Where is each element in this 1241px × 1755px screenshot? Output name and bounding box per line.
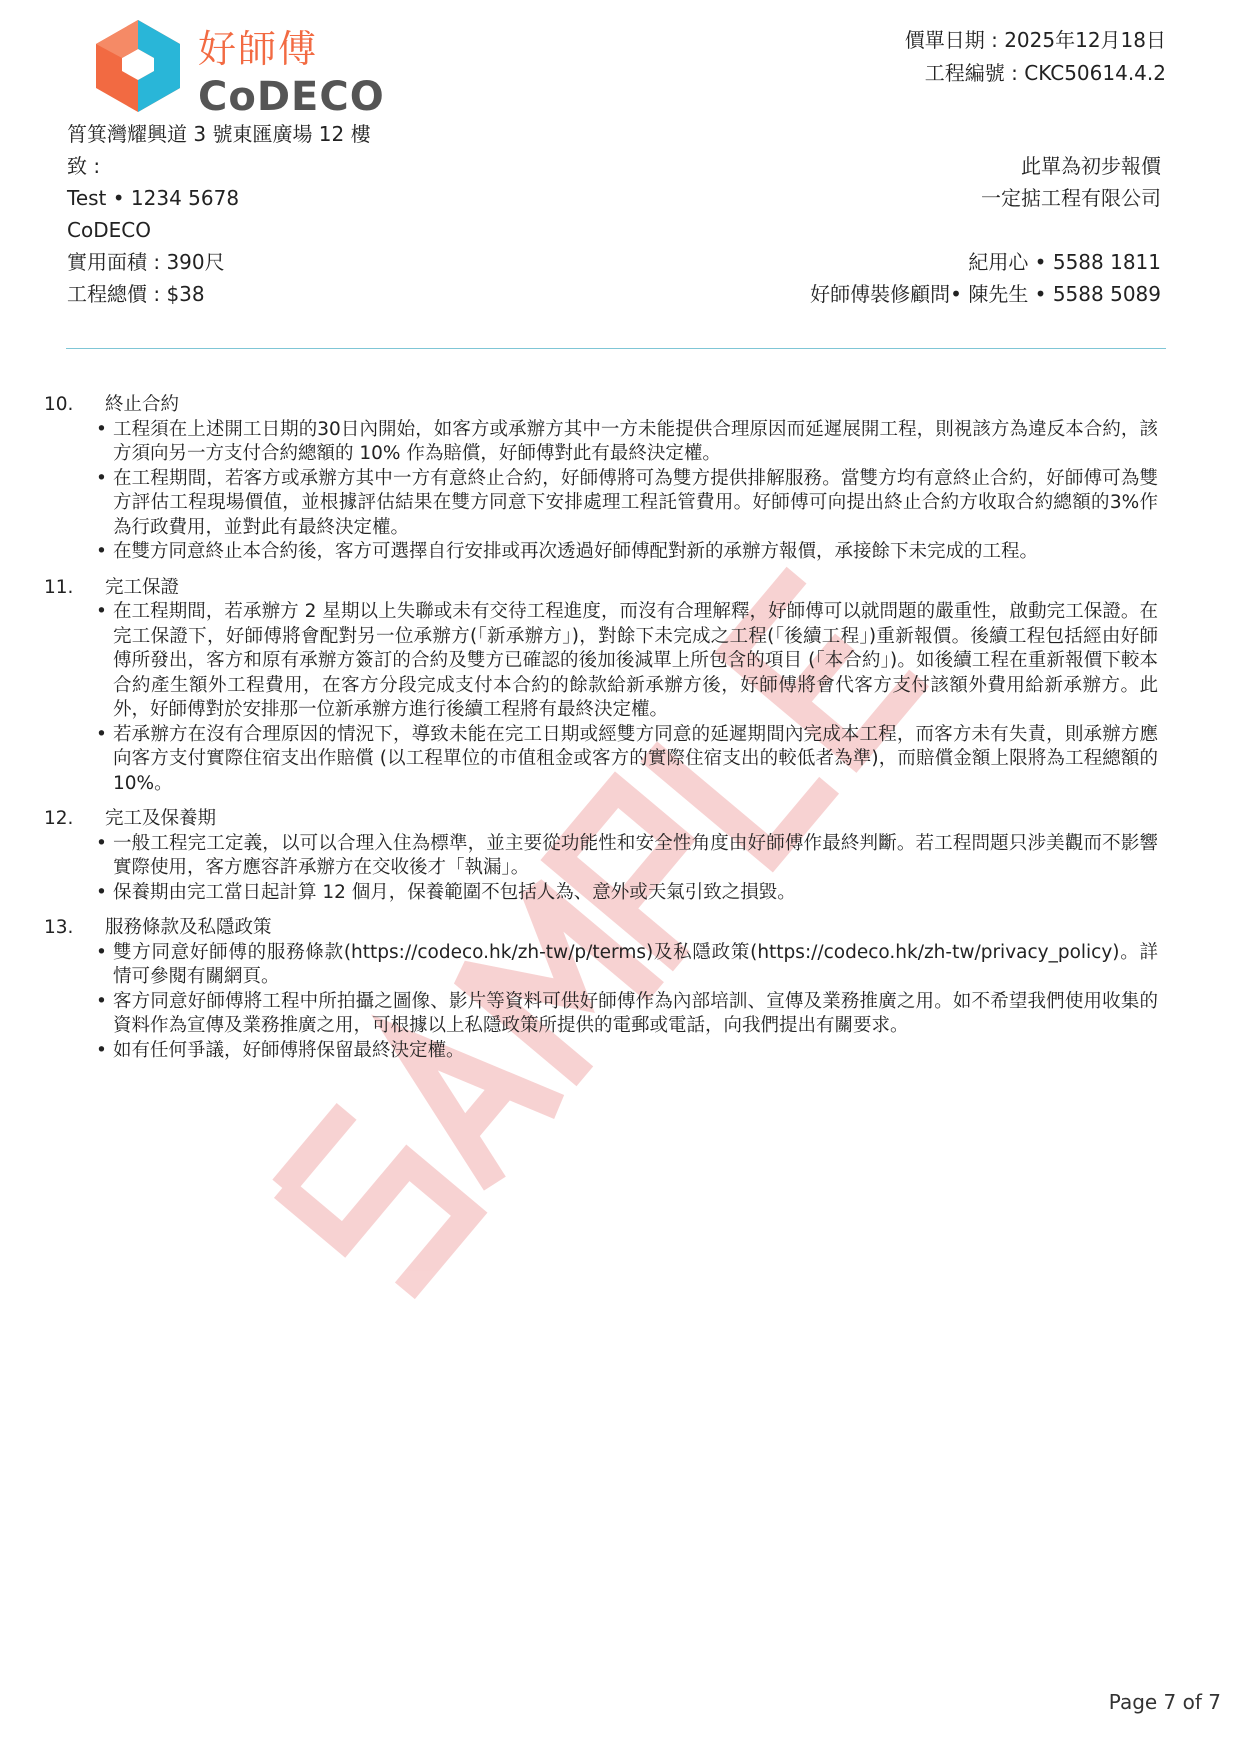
contractor-company: 一定掂工程有限公司 — [981, 186, 1161, 210]
clause-bullet: • 一般工程完工定義，以可以合理入住為標準，並主要從功能性和安全性角度由好師傅作最終判斷。若工程問題只涉美觀而不影響實際使用，客方應容許承辦方在交收後才「執漏」。 — [44, 832, 1164, 881]
header-divider — [66, 348, 1166, 349]
clause-number: 11. — [44, 576, 74, 598]
consultant-contact: 好師傅裝修顧問• 陳先生 • 5588 5089 — [810, 282, 1161, 306]
quote-meta — [905, 24, 1166, 90]
clause-number: 10. — [44, 394, 74, 415]
to-label: 致 : — [67, 154, 101, 178]
client-contact: Test • 1234 5678 — [67, 186, 240, 210]
clause-bullet: • 客方同意好師傅將工程中所拍攝之圖像、影片等資料可供好師傅作為內部培訓、宣傳及業務推廣之用。如不希望我們使用收集的資料作為宣傳及業務推廣之用，可根據以上私隱政策所提供的電郵或電話，向我們提出有關要求。 — [44, 990, 1164, 1039]
clause-number: 12. — [44, 808, 74, 829]
logo-english-text: CoDECO — [198, 74, 385, 120]
clause-bullet: • 工程須在上述開工日期的30日內開始，如客方或承辦方其中一方未能提供合理原因而延遲展開工程，則視該方為違反本合約，該方須向另一方支付合約總額的 10% 作為賠償，好師傅對此有最終決定權。 — [44, 418, 1164, 467]
clause-12 — [44, 807, 1164, 905]
clause-title: 完工保證 — [105, 576, 180, 598]
quote-date: 價單日期 : 2025年12月18日 — [904, 28, 1166, 52]
client-company: CoDECO — [67, 218, 151, 242]
codeco-logo[interactable] — [88, 18, 388, 118]
clause-bullet: • 在工程期間，若客方或承辦方其中一方有意終止合約，好師傅將可為雙方提供排解服務。當雙方均有意終止合約，好師傅可為雙方評估工程現場價值，並根據評估結果在雙方同意下安排處理工程託管費用。好師傅可向提出終止合約方收取合約總額的3%作為行政費用，並對此有最終決定權。 — [44, 467, 1164, 541]
clause-bullet: • 在雙方同意終止本合約後，客方可選擇自行安排或再次透過好師傅配對新的承辦方報價，承接餘下未完成的工程。 — [44, 540, 1164, 565]
logo-mark-icon — [88, 18, 188, 114]
clause-bullet: • 若承辦方在沒有合理原因的情況下，導致未能在完工日期或經雙方同意的延遲期間內完成本工程，而客方未有失責，則承辦方應向客方支付實際住宿支出作賠償 (以工程單位的市值租金或客方的實際住宿支出的較低者為準)，而賠償金額上限將為工程總額的10%。 — [44, 723, 1164, 797]
clause-bullet: • 如有任何爭議，好師傅將保留最終決定權。 — [44, 1039, 1164, 1064]
usable-area: 實用面積 : 390尺 — [67, 250, 225, 274]
contractor-contact: 紀用心 • 5588 1811 — [968, 250, 1161, 274]
clause-bullet: • 雙方同意好師傅的服務條款(https://codeco.hk/zh-tw/p/terms)及私隱政策(https://codeco.hk/zh-tw/privacy_policy)。詳情可參閱有關網頁。 — [44, 941, 1164, 990]
contractor-info — [810, 150, 1161, 310]
clause-bullet: • 在工程期間，若承辦方 2 星期以上失聯或未有交待工程進度，而沒有合理解釋，好師傅可以就問題的嚴重性，啟動完工保證。在完工保證下，好師傅將會配對另一位承辦方(「新承辦方」)，對餘下未完成之工程(「後續工程」)重新報價。後續工程包括經由好師傅所發出，客方和原有承辦方簽訂的合約及雙方已確認的後加後減單上所包含的項目 (「本合約」)。如後續工程在重新報價下較本合約產生額外工程費用，在客方分段完成支付本合約的餘款給新承辦方後，好師傅將會代客方支付該額外費用給新承辦方。此外，好師傅對於安排那一位新承辦方進行後續工程將有最終決定權。 — [44, 600, 1164, 723]
clause-13 — [44, 916, 1164, 1063]
clause-title: 終止合約 — [105, 394, 180, 415]
client-info — [67, 118, 371, 310]
project-total: 工程總價 : $38 — [67, 282, 205, 306]
clause-title: 完工及保養期 — [105, 808, 217, 829]
clause-11 — [44, 576, 1164, 797]
page-number: Page 7 of 7 — [1108, 1690, 1221, 1714]
clause-bullet: • 保養期由完工當日起計算 12 個月，保養範圍不包括人為、意外或天氣引致之損毀。 — [44, 881, 1164, 906]
project-number: 工程編號 : CKC50614.4.2 — [924, 61, 1166, 85]
company-address: 筲箕灣耀興道 3 號東匯廣場 12 樓 — [67, 122, 371, 146]
clause-title: 服務條款及私隱政策 — [105, 917, 272, 938]
logo-chinese-text: 好師傅 — [198, 27, 319, 71]
clause-10 — [44, 393, 1164, 565]
terms-clauses — [44, 393, 1164, 1074]
clause-number: 13. — [44, 917, 74, 938]
preliminary-quote-note: 此單為初步報價 — [1021, 154, 1161, 178]
